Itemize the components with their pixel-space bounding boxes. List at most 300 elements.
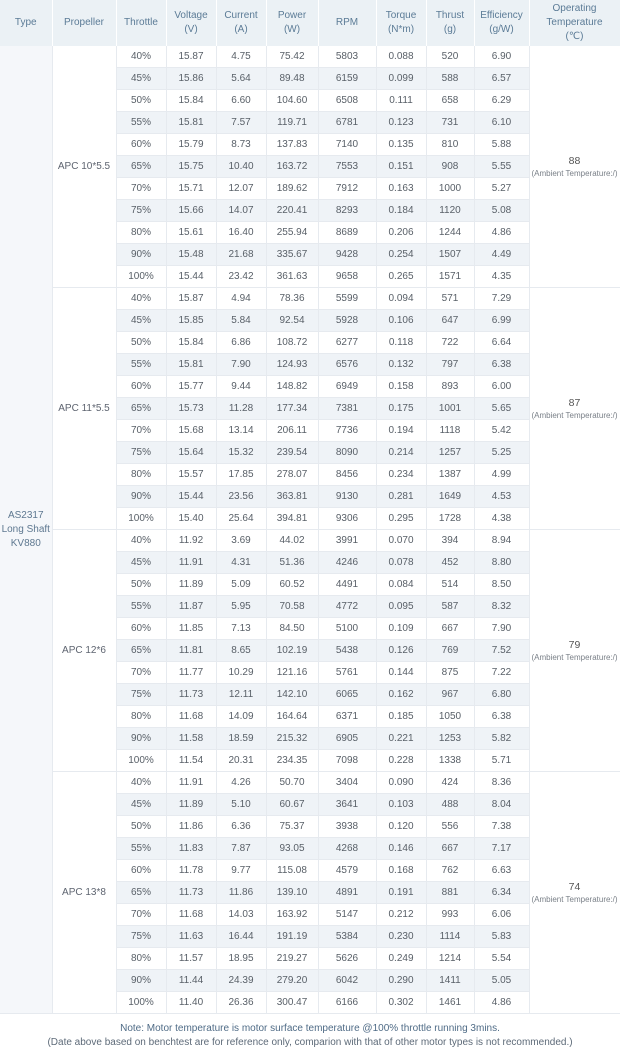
data-cell: 15.40 (166, 508, 216, 530)
data-cell: 1461 (426, 992, 474, 1014)
data-cell: 15.84 (166, 332, 216, 354)
data-cell: 0.191 (376, 882, 426, 904)
data-cell: 279.20 (266, 970, 318, 992)
data-cell: 0.168 (376, 860, 426, 882)
data-cell: 11.83 (166, 838, 216, 860)
data-cell: 1257 (426, 442, 474, 464)
data-cell: 70.58 (266, 596, 318, 618)
column-header-label: Voltage (174, 10, 208, 21)
data-cell: 4.86 (474, 222, 529, 244)
data-cell: 0.265 (376, 266, 426, 288)
data-cell: 26.36 (216, 992, 266, 1014)
data-cell: 0.094 (376, 288, 426, 310)
data-cell: 70% (116, 662, 166, 684)
data-cell: 15.71 (166, 178, 216, 200)
data-cell: 769 (426, 640, 474, 662)
operating-temperature-cell (529, 530, 620, 772)
column-header (166, 0, 216, 46)
column-header (216, 0, 266, 46)
data-cell: 18.95 (216, 948, 266, 970)
data-cell: 0.135 (376, 134, 426, 156)
data-cell: 0.234 (376, 464, 426, 486)
column-header-label: Throttle (124, 17, 158, 28)
data-cell: 6.86 (216, 332, 266, 354)
data-cell: 363.81 (266, 486, 318, 508)
data-cell: 15.84 (166, 90, 216, 112)
data-cell: 0.132 (376, 354, 426, 376)
data-cell: 3991 (318, 530, 376, 552)
data-cell: 60% (116, 860, 166, 882)
data-cell: 4.99 (474, 464, 529, 486)
data-cell: 15.32 (216, 442, 266, 464)
data-cell: 6371 (318, 706, 376, 728)
data-cell: 4891 (318, 882, 376, 904)
data-cell: 75% (116, 684, 166, 706)
data-cell: 11.87 (166, 596, 216, 618)
temperature-value: 88 (568, 154, 581, 167)
data-cell: 55% (116, 112, 166, 134)
data-cell: 0.194 (376, 420, 426, 442)
data-cell: 881 (426, 882, 474, 904)
data-cell: 12.07 (216, 178, 266, 200)
data-cell: 21.68 (216, 244, 266, 266)
data-cell: 5.84 (216, 310, 266, 332)
column-header-unit: (g) (443, 24, 457, 35)
data-cell: 255.94 (266, 222, 318, 244)
propeller-cell: APC 12*6 (52, 530, 116, 772)
column-header-label: RPM (335, 17, 359, 28)
data-cell: 119.71 (266, 112, 318, 134)
data-cell: 3641 (318, 794, 376, 816)
data-cell: 75% (116, 926, 166, 948)
data-cell: 0.120 (376, 816, 426, 838)
data-cell: 60% (116, 376, 166, 398)
data-cell: 8.32 (474, 596, 529, 618)
data-cell: 7140 (318, 134, 376, 156)
data-cell: 4.35 (474, 266, 529, 288)
data-cell: 6.64 (474, 332, 529, 354)
data-cell: 0.106 (376, 310, 426, 332)
data-cell: 15.77 (166, 376, 216, 398)
data-cell: 797 (426, 354, 474, 376)
data-cell: 5384 (318, 926, 376, 948)
data-cell: 1214 (426, 948, 474, 970)
data-cell: 4.31 (216, 552, 266, 574)
data-cell: 424 (426, 772, 474, 794)
data-cell: 164.64 (266, 706, 318, 728)
data-cell: 9658 (318, 266, 376, 288)
data-cell: 587 (426, 596, 474, 618)
data-cell: 14.09 (216, 706, 266, 728)
data-cell: 647 (426, 310, 474, 332)
data-cell: 4.86 (474, 992, 529, 1014)
data-cell: 90% (116, 486, 166, 508)
data-cell: 4491 (318, 574, 376, 596)
data-cell: 993 (426, 904, 474, 926)
data-cell: 11.57 (166, 948, 216, 970)
data-cell: 20.31 (216, 750, 266, 772)
data-cell: 108.72 (266, 332, 318, 354)
data-cell: 44.02 (266, 530, 318, 552)
propeller-cell: APC 10*5.5 (52, 46, 116, 288)
column-header (116, 0, 166, 46)
data-cell: 0.144 (376, 662, 426, 684)
data-cell: 6781 (318, 112, 376, 134)
data-cell: 11.92 (166, 530, 216, 552)
data-cell: 5.09 (216, 574, 266, 596)
data-cell: 90% (116, 970, 166, 992)
data-cell: 7.38 (474, 816, 529, 838)
note-line-1: Note: Motor temperature is motor surface temperature @100% throttle running 3mins. (120, 1023, 500, 1034)
data-cell: 7.17 (474, 838, 529, 860)
data-cell: 45% (116, 794, 166, 816)
data-cell: 11.54 (166, 750, 216, 772)
data-cell: 394.81 (266, 508, 318, 530)
data-cell: 12.11 (216, 684, 266, 706)
data-cell: 3938 (318, 816, 376, 838)
data-cell: 6508 (318, 90, 376, 112)
data-cell: 4268 (318, 838, 376, 860)
data-cell: 6905 (318, 728, 376, 750)
data-cell: 16.40 (216, 222, 266, 244)
data-cell: 762 (426, 860, 474, 882)
data-cell: 50% (116, 90, 166, 112)
data-cell: 102.19 (266, 640, 318, 662)
data-cell: 0.095 (376, 596, 426, 618)
data-cell: 15.87 (166, 46, 216, 68)
data-cell: 8090 (318, 442, 376, 464)
data-cell: 78.36 (266, 288, 318, 310)
data-cell: 893 (426, 376, 474, 398)
data-cell: 0.070 (376, 530, 426, 552)
data-cell: 9.44 (216, 376, 266, 398)
data-cell: 15.44 (166, 266, 216, 288)
data-cell: 115.08 (266, 860, 318, 882)
data-cell: 0.109 (376, 618, 426, 640)
data-cell: 51.36 (266, 552, 318, 574)
data-cell: 0.230 (376, 926, 426, 948)
data-cell: 5.42 (474, 420, 529, 442)
data-cell: 0.302 (376, 992, 426, 1014)
data-cell: 1253 (426, 728, 474, 750)
data-cell: 8293 (318, 200, 376, 222)
ambient-temperature-note: (Ambient Temperature:/) (531, 410, 618, 420)
data-cell: 7.90 (216, 354, 266, 376)
data-cell: 121.16 (266, 662, 318, 684)
data-cell: 23.42 (216, 266, 266, 288)
data-cell: 80% (116, 706, 166, 728)
data-cell: 5.54 (474, 948, 529, 970)
data-cell: 50% (116, 332, 166, 354)
data-cell: 6.10 (474, 112, 529, 134)
data-cell: 722 (426, 332, 474, 354)
data-cell: 6277 (318, 332, 376, 354)
data-cell: 11.91 (166, 552, 216, 574)
data-cell: 6576 (318, 354, 376, 376)
data-cell: 8.65 (216, 640, 266, 662)
data-cell: 4.53 (474, 486, 529, 508)
data-cell: 0.249 (376, 948, 426, 970)
column-header-label: Current (224, 10, 258, 21)
data-cell: 15.75 (166, 156, 216, 178)
table-row (0, 530, 620, 552)
data-cell: 4.38 (474, 508, 529, 530)
data-cell: 5928 (318, 310, 376, 332)
data-cell: 9130 (318, 486, 376, 508)
data-cell: 139.10 (266, 882, 318, 904)
data-cell: 1001 (426, 398, 474, 420)
data-cell: 16.44 (216, 926, 266, 948)
data-cell: 3404 (318, 772, 376, 794)
data-cell: 8456 (318, 464, 376, 486)
data-cell: 11.81 (166, 640, 216, 662)
data-cell: 17.85 (216, 464, 266, 486)
data-cell: 7.87 (216, 838, 266, 860)
data-cell: 4772 (318, 596, 376, 618)
data-cell: 7.29 (474, 288, 529, 310)
temperature-value: 87 (568, 396, 581, 409)
data-cell: 6.38 (474, 706, 529, 728)
data-cell: 0.295 (376, 508, 426, 530)
data-cell: 10.29 (216, 662, 266, 684)
data-cell: 142.10 (266, 684, 318, 706)
column-header-label: Type (14, 17, 37, 28)
data-cell: 15.85 (166, 310, 216, 332)
data-cell: 5761 (318, 662, 376, 684)
data-cell: 6.80 (474, 684, 529, 706)
data-cell: 45% (116, 310, 166, 332)
column-header-unit: (℃) (565, 31, 584, 42)
data-cell: 1050 (426, 706, 474, 728)
column-header-unit: (A) (234, 24, 248, 35)
column-header (0, 0, 52, 46)
data-cell: 11.63 (166, 926, 216, 948)
data-cell: 15.87 (166, 288, 216, 310)
data-cell: 92.54 (266, 310, 318, 332)
data-cell: 65% (116, 882, 166, 904)
data-cell: 6949 (318, 376, 376, 398)
data-cell: 0.221 (376, 728, 426, 750)
data-cell: 4.26 (216, 772, 266, 794)
data-cell: 5438 (318, 640, 376, 662)
data-cell: 13.14 (216, 420, 266, 442)
data-cell: 0.281 (376, 486, 426, 508)
data-cell: 3.69 (216, 530, 266, 552)
data-cell: 50.70 (266, 772, 318, 794)
ambient-temperature-note: (Ambient Temperature:/) (531, 168, 618, 178)
data-cell: 89.48 (266, 68, 318, 90)
data-cell: 0.184 (376, 200, 426, 222)
data-cell: 0.206 (376, 222, 426, 244)
data-cell: 908 (426, 156, 474, 178)
data-cell: 6.36 (216, 816, 266, 838)
data-cell: 15.73 (166, 398, 216, 420)
data-cell: 8689 (318, 222, 376, 244)
data-cell: 0.185 (376, 706, 426, 728)
column-header-label: Power (277, 10, 307, 21)
data-cell: 5.82 (474, 728, 529, 750)
data-cell: 0.090 (376, 772, 426, 794)
data-cell: 6.60 (216, 90, 266, 112)
data-cell: 0.254 (376, 244, 426, 266)
data-cell: 70% (116, 420, 166, 442)
data-cell: 5.25 (474, 442, 529, 464)
data-cell: 278.07 (266, 464, 318, 486)
data-cell: 215.32 (266, 728, 318, 750)
data-cell: 5.95 (216, 596, 266, 618)
data-cell: 163.92 (266, 904, 318, 926)
data-cell: 206.11 (266, 420, 318, 442)
column-header-unit: (V) (184, 24, 198, 35)
data-cell: 1571 (426, 266, 474, 288)
temperature-value: 79 (568, 638, 581, 651)
data-cell: 4.75 (216, 46, 266, 68)
data-cell: 6065 (318, 684, 376, 706)
data-cell: 300.47 (266, 992, 318, 1014)
column-header-label: Operating Temperature (546, 3, 603, 28)
data-cell: 6.90 (474, 46, 529, 68)
data-cell: 0.151 (376, 156, 426, 178)
data-cell: 15.64 (166, 442, 216, 464)
data-cell: 0.078 (376, 552, 426, 574)
data-cell: 11.73 (166, 684, 216, 706)
data-cell: 6166 (318, 992, 376, 1014)
data-cell: 1649 (426, 486, 474, 508)
data-cell: 7.52 (474, 640, 529, 662)
data-cell: 8.94 (474, 530, 529, 552)
data-cell: 0.123 (376, 112, 426, 134)
temperature-value: 74 (568, 880, 581, 893)
data-cell: 0.103 (376, 794, 426, 816)
data-cell: 11.40 (166, 992, 216, 1014)
data-cell: 0.212 (376, 904, 426, 926)
data-cell: 5.65 (474, 398, 529, 420)
data-cell: 4.94 (216, 288, 266, 310)
data-cell: 667 (426, 838, 474, 860)
data-cell: 60.52 (266, 574, 318, 596)
propeller-cell: APC 13*8 (52, 772, 116, 1014)
data-cell: 6.29 (474, 90, 529, 112)
data-cell: 11.85 (166, 618, 216, 640)
data-cell: 11.68 (166, 706, 216, 728)
data-cell: 5.08 (474, 200, 529, 222)
data-cell: 75% (116, 442, 166, 464)
data-cell: 45% (116, 552, 166, 574)
data-cell: 84.50 (266, 618, 318, 640)
data-cell: 11.73 (166, 882, 216, 904)
data-cell: 0.146 (376, 838, 426, 860)
data-cell: 100% (116, 266, 166, 288)
data-cell: 0.162 (376, 684, 426, 706)
data-cell: 588 (426, 68, 474, 90)
data-cell: 25.64 (216, 508, 266, 530)
data-cell: 9.77 (216, 860, 266, 882)
table-row (0, 772, 620, 794)
operating-temperature-cell (529, 288, 620, 530)
data-cell: 1244 (426, 222, 474, 244)
data-cell: 177.34 (266, 398, 318, 420)
data-cell: 9428 (318, 244, 376, 266)
column-header-label: Propeller (63, 17, 105, 28)
ambient-temperature-note: (Ambient Temperature:/) (531, 894, 618, 904)
data-cell: 75.42 (266, 46, 318, 68)
data-cell: 60% (116, 134, 166, 156)
table-row (0, 288, 620, 310)
data-cell: 6.63 (474, 860, 529, 882)
data-cell: 65% (116, 156, 166, 178)
column-header-unit: (W) (283, 24, 301, 35)
data-cell: 15.61 (166, 222, 216, 244)
data-cell: 15.66 (166, 200, 216, 222)
data-cell: 90% (116, 728, 166, 750)
data-cell: 0.088 (376, 46, 426, 68)
data-cell: 80% (116, 222, 166, 244)
data-cell: 163.72 (266, 156, 318, 178)
data-cell: 6.57 (474, 68, 529, 90)
data-cell: 5626 (318, 948, 376, 970)
data-cell: 0.118 (376, 332, 426, 354)
data-cell: 15.57 (166, 464, 216, 486)
propeller-cell: APC 11*5.5 (52, 288, 116, 530)
data-cell: 75% (116, 200, 166, 222)
data-cell: 15.79 (166, 134, 216, 156)
data-cell: 5.55 (474, 156, 529, 178)
data-cell: 8.36 (474, 772, 529, 794)
data-cell: 5803 (318, 46, 376, 68)
data-cell: 15.81 (166, 354, 216, 376)
data-cell: 11.58 (166, 728, 216, 750)
data-cell: 40% (116, 772, 166, 794)
operating-temperature-cell (529, 772, 620, 1014)
operating-temperature-cell (529, 46, 620, 288)
data-cell: 0.163 (376, 178, 426, 200)
data-cell: 60% (116, 618, 166, 640)
data-cell: 55% (116, 838, 166, 860)
data-cell: 8.50 (474, 574, 529, 596)
data-cell: 5.88 (474, 134, 529, 156)
data-cell: 335.67 (266, 244, 318, 266)
data-cell: 7381 (318, 398, 376, 420)
data-cell: 1118 (426, 420, 474, 442)
column-header (426, 0, 474, 46)
data-cell: 7912 (318, 178, 376, 200)
data-cell: 6.34 (474, 882, 529, 904)
data-cell: 967 (426, 684, 474, 706)
data-cell: 40% (116, 530, 166, 552)
data-cell: 11.68 (166, 904, 216, 926)
note-line-2: (Date above based on benchtest are for reference only, comparion with that of other motor types is not recommended.) (47, 1037, 573, 1048)
data-cell: 15.81 (166, 112, 216, 134)
data-cell: 18.59 (216, 728, 266, 750)
column-header (266, 0, 318, 46)
data-cell: 220.41 (266, 200, 318, 222)
column-header-label: Thrust (435, 10, 465, 21)
data-cell: 11.77 (166, 662, 216, 684)
data-cell: 7.90 (474, 618, 529, 640)
data-cell: 0.175 (376, 398, 426, 420)
data-cell: 488 (426, 794, 474, 816)
column-header-label: Torque (385, 10, 417, 21)
data-cell: 6.00 (474, 376, 529, 398)
data-cell: 14.03 (216, 904, 266, 926)
data-cell: 452 (426, 552, 474, 574)
data-cell: 394 (426, 530, 474, 552)
data-cell: 1387 (426, 464, 474, 486)
data-cell: 24.39 (216, 970, 266, 992)
data-cell: 571 (426, 288, 474, 310)
data-cell: 7.22 (474, 662, 529, 684)
column-header (318, 0, 376, 46)
